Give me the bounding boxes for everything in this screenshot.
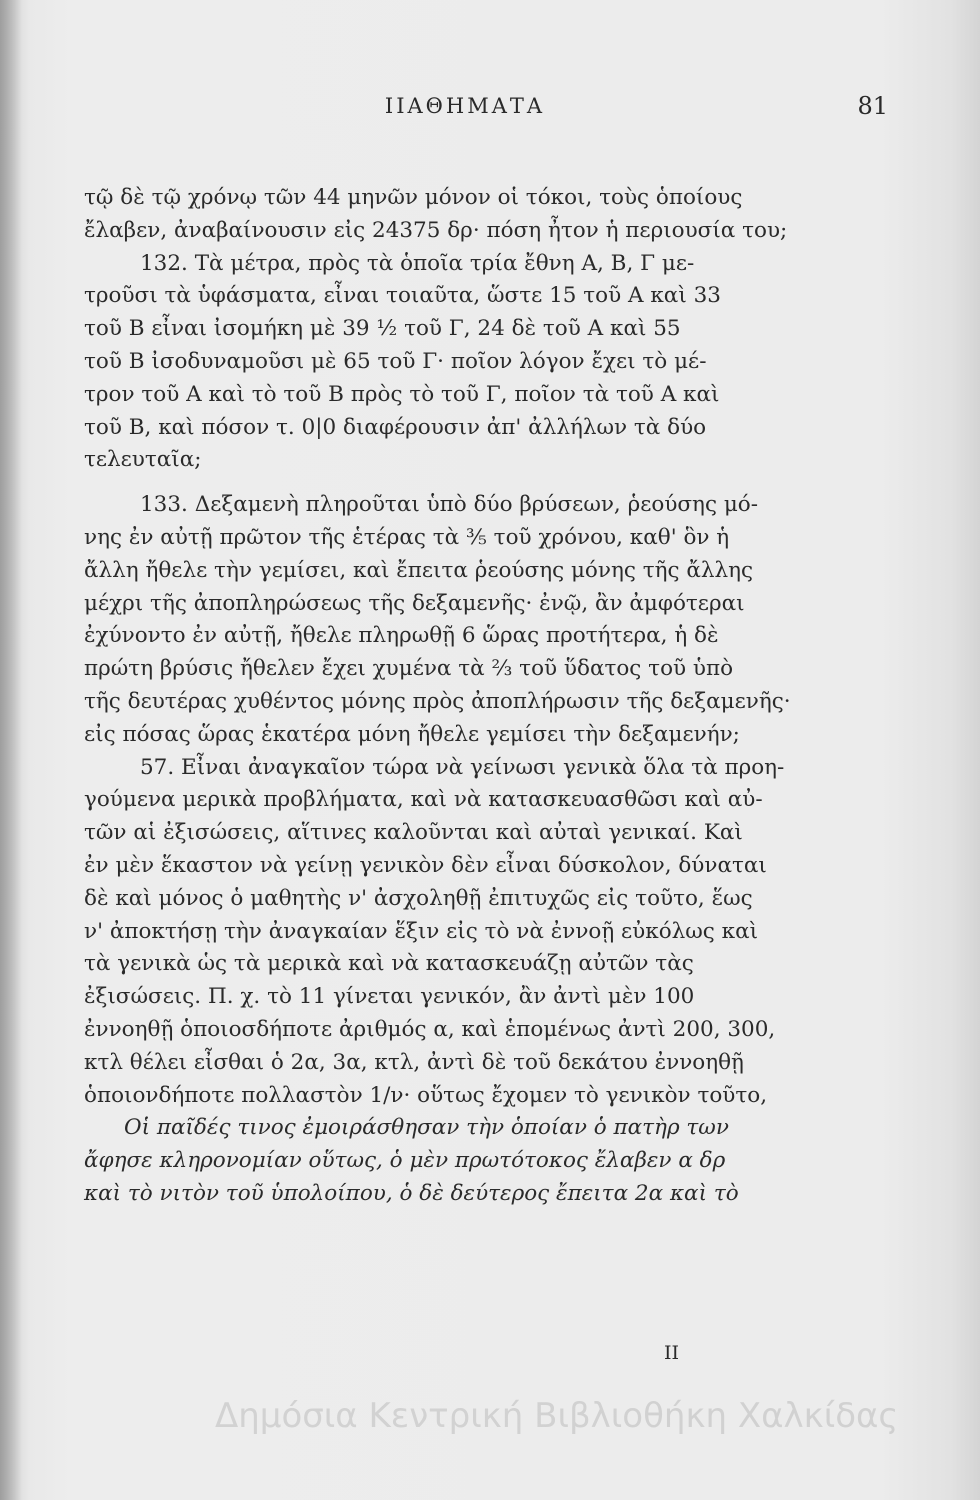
text-line: ν' ἀποκτήσῃ τὴν ἀναγκαίαν ἕξιν εἰς τὸ νὰ ἐννοῇ εὐκόλως καὶ [84,918,759,944]
problem-132-start: 132. Τὰ μέτρα, πρὸς τὰ ὁποῖα τρία ἔθνη Α, Β, Γ με- [140,250,695,276]
text-line: τελευταῖα; [84,447,202,473]
text-line: τροῦσι τὰ ὑφάσματα, εἶναι τοιαῦτα, ὥστε 15 τοῦ Α καὶ 33 [84,283,721,309]
text-line: τῆς δευτέρας χυθέντος μόνης πρὸς ἀποπλήρωσιν τῆς δεξαμενῆς· [84,688,791,714]
text-line: κτλ θέλει εἶσθαι ὁ 2α, 3α, κτλ, ἀντὶ δὲ τοῦ δεκάτου ἐννοηθῇ [84,1049,744,1075]
text-line: ἄλλη ἤθελε τὴν γεμίσει, καὶ ἔπειτα ῥεούσης μόνης τῆς ἄλλης [84,557,754,583]
text-line: γούμενα μερικὰ προβλήματα, καὶ νὰ κατασκευασθῶσι καὶ αὐ- [84,787,763,813]
text-line: δὲ καὶ μόνος ὁ μαθητὴς ν' ἀσχοληθῇ ἐπιτυχῶς εἰς τοῦτο, ἕως [84,885,753,911]
library-watermark: Δημόσια Κεντρική Βιβλιοθήκη Χαλκίδας [215,1396,899,1436]
text-line: μέχρι τῆς ἀποπληρώσεως τῆς δεξαμενῆς· ἐνῷ, ἂν ἀμφότεραι [84,590,745,616]
italic-problem-line: καὶ τὸ νιτὸν τοῦ ὑπολοίπου, ὁ δὲ δεύτερος ἔπειτα 2α καὶ τὸ [84,1180,739,1206]
text-line: τρον τοῦ Α καὶ τὸ τοῦ Β πρὸς τὸ τοῦ Γ, ποῖον τὰ τοῦ Α καὶ [84,381,720,407]
text-line: τὰ γενικὰ ὡς τὰ μερικὰ καὶ νὰ κατασκευάζῃ αὐτῶν τὰς [84,951,694,977]
text-line: τῷ δὲ τῷ χρόνῳ τῶν 44 μηνῶν μόνον οἱ τόκοι, τοὺς ὁποίους [84,185,743,210]
text-line: ἐννοηθῇ ὁποιοσδήποτε ἀριθμός α, καὶ ἑπομένως ἀντὶ 200, 300, [84,1016,776,1042]
italic-problem-line: Οἱ παῖδές τινος ἐμοιράσθησαν τὴν ὁποίαν ὁ πατὴρ των [124,1115,729,1141]
italic-problem-line: ἄφησε κληρονομίαν οὕτως, ὁ μὲν πρωτότοκος ἔλαβεν α δρ [84,1148,726,1174]
page-header [90,88,888,128]
text-line: τοῦ Β, καὶ πόσον τ. 0|0 διαφέρουσιν ἀπ' ἀλλήλων τὰ δύο [84,414,707,440]
problem-133-start: 133. Δεξαμενὴ πληροῦται ὑπὸ δύο βρύσεων, ῥεούσης μό- [140,492,758,518]
body-text [84,182,796,1211]
page-number: 81 [857,92,888,120]
text-line: τοῦ Β εἶναι ἰσομήκη μὲ 39 ½ τοῦ Γ, 24 δὲ τοῦ Α καὶ 55 [84,316,681,342]
text-line: ὁποιονδήποτε πολλαστὸν 1/ν· οὕτως ἔχομεν τὸ γενικὸν τοῦτο, [84,1082,768,1108]
text-line: εἰς πόσας ὥρας ἑκατέρα μόνη ἤθελε γεμίσει τὴν δεξαμενήν; [84,721,740,747]
section-57-start: 57. Εἶναι ἀναγκαῖον τώρα νὰ γείνωσι γενικὰ ὅλα τὰ προη- [140,754,785,780]
signature-mark: ΙΙ [664,1342,680,1364]
text-line: ἐν μὲν ἕκαστον νὰ γείνῃ γενικὸν δὲν εἶναι δύσκολον, δύναται [84,852,767,878]
text-line: νης ἐν αὐτῇ πρῶτον τῆς ἑτέρας τὰ ⅗ τοῦ χρόνου, καθ' ὃν ἡ [84,524,730,550]
text-line: τῶν αἱ ἐξισώσεις, αἵτινες καλοῦνται καὶ αὐταὶ γενικαί. Καὶ [84,820,743,846]
text-line: ἐξισώσεις. Π. χ. τὸ 11 γίνεται γενικόν, ἂν ἀντὶ μὲν 100 [84,984,695,1010]
text-line: τοῦ Β ἰσοδυναμοῦσι μὲ 65 τοῦ Γ· ποῖον λόγον ἔχει τὸ μέ- [84,348,707,374]
running-head: ΙΙΑΘΗΜΑΤΑ [384,94,546,118]
text-line: πρώτη βρύσις ἤθελεν ἔχει χυμένα τὰ ⅔ τοῦ ὕδατος τοῦ ὑπὸ [84,656,734,682]
text-line: ἔλαβεν, ἀναβαίνουσιν εἰς 24375 δρ· πόση ἦτον ἡ περιουσία του; [84,217,788,243]
text-line: ἐχύνοντο ἐν αὐτῇ, ἤθελε πληρωθῇ 6 ὥρας προτήτερα, ἡ δὲ [84,623,719,649]
